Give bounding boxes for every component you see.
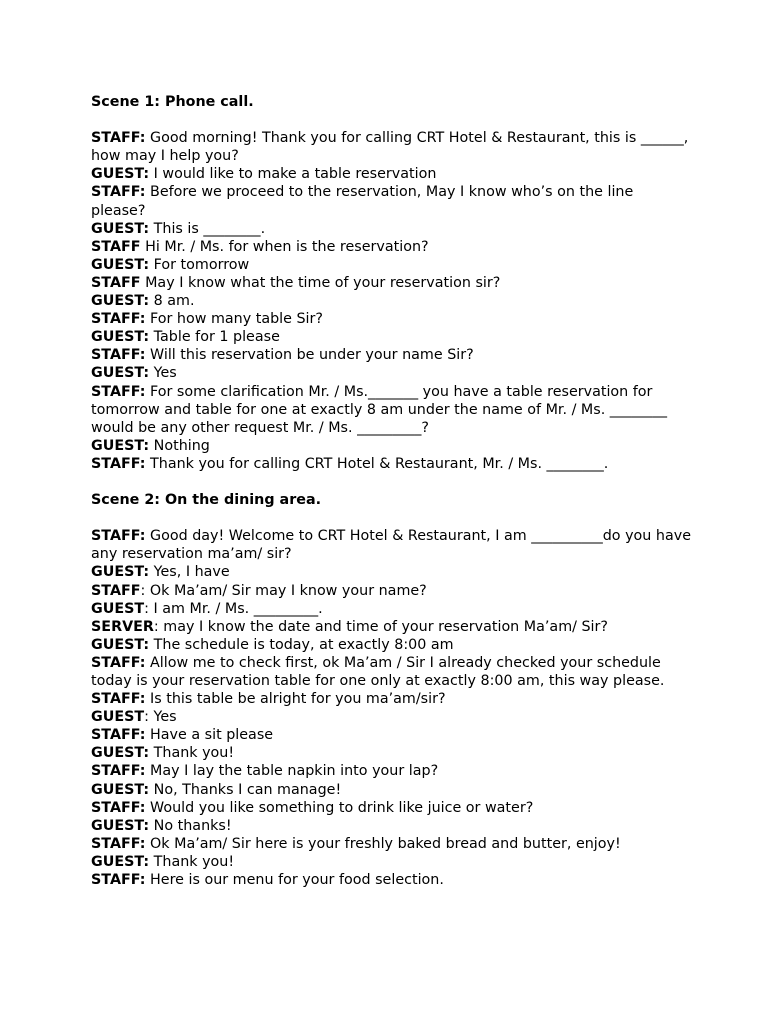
dialogue-text: Before we proceed to the reservation, May I know who’s on the line please? xyxy=(91,184,638,219)
dialogue-text: For some clarification Mr. / Ms._______ you have a table reservation for tomorrow and table for one at exactly 8 am under the name of Mr. / Ms. ________ would be any other request Mr. / Ms. _________? xyxy=(91,383,672,436)
dialogue-line xyxy=(91,744,691,762)
speaker-label: STAFF: xyxy=(91,347,146,364)
speaker-label: SERVER xyxy=(91,618,154,635)
dialogue-line xyxy=(91,310,691,328)
scene-1-heading: Scene 1: Phone call. xyxy=(91,94,254,110)
speaker-label: GUEST: xyxy=(91,437,150,454)
document-page xyxy=(91,93,696,889)
dialogue-line xyxy=(91,563,691,581)
dialogue-line xyxy=(91,781,691,799)
speaker-label: GUEST: xyxy=(91,365,150,382)
dialogue-text: Would you like something to drink like juice or water? xyxy=(145,799,534,816)
dialogue-line xyxy=(91,618,691,636)
speaker-label: STAFF: xyxy=(91,184,146,201)
speaker-label: STAFF xyxy=(91,238,141,255)
speaker-label: STAFF: xyxy=(91,727,146,744)
speaker-label: STAFF: xyxy=(91,528,146,545)
dialogue-text: : may I know the date and time of your reservation Ma’am/ Sir? xyxy=(153,618,608,635)
dialogue-text: May I know what the time of your reservation sir? xyxy=(140,274,501,291)
dialogue-text: : Yes xyxy=(144,709,177,726)
scene-2-heading: Scene 2: On the dining area. xyxy=(91,492,322,509)
dialogue-text: Will this reservation be under your name Sir? xyxy=(145,347,474,364)
dialogue-text: Hi Mr. / Ms. for when is the reservation? xyxy=(140,238,429,255)
dialogue-text: : I am Mr. / Ms. _________. xyxy=(144,600,323,617)
dialogue-line xyxy=(91,364,691,382)
dialogue-line xyxy=(91,690,691,708)
dialogue-line xyxy=(91,437,691,455)
dialogue-text: For how many table Sir? xyxy=(145,311,323,328)
dialogue-text: Thank you! xyxy=(149,853,235,870)
speaker-label: STAFF: xyxy=(91,872,146,889)
speaker-label: STAFF xyxy=(91,582,141,599)
speaker-label: GUEST: xyxy=(91,293,150,310)
dialogue-text: Nothing xyxy=(149,437,210,454)
dialogue-line xyxy=(91,871,691,889)
dialogue-text: Thank you for calling CRT Hotel & Restaurant, Mr. / Ms. ________. xyxy=(145,455,609,472)
dialogue-text: Allow me to check first, ok Ma’am / Sir I already checked your schedule today is your reservation table for one only at exactly 8:00 am, this way please. xyxy=(91,654,666,689)
dialogue-text: 8 am. xyxy=(149,293,195,310)
dialogue-line xyxy=(91,817,691,835)
dialogue-text: Have a sit please xyxy=(145,727,274,744)
dialogue-line xyxy=(91,708,691,726)
dialogue-text: Thank you! xyxy=(149,745,235,762)
speaker-label: GUEST xyxy=(91,709,145,726)
speaker-label: GUEST: xyxy=(91,853,150,870)
speaker-label: GUEST: xyxy=(91,636,150,653)
speaker-label: STAFF: xyxy=(91,130,146,147)
dialogue-line xyxy=(91,220,691,238)
dialogue-line xyxy=(91,274,691,292)
dialogue-line xyxy=(91,726,691,744)
dialogue-text: : Ok Ma’am/ Sir may I know your name? xyxy=(140,582,427,599)
speaker-label: STAFF: xyxy=(91,455,146,472)
dialogue-line xyxy=(91,129,691,165)
dialogue-line xyxy=(91,328,691,346)
speaker-label: GUEST: xyxy=(91,817,150,834)
dialogue-line xyxy=(91,600,691,618)
scene-2-dialogue xyxy=(91,527,696,889)
speaker-label: GUEST: xyxy=(91,329,150,346)
speaker-label: GUEST: xyxy=(91,564,150,581)
speaker-label: STAFF: xyxy=(91,691,146,708)
spacer xyxy=(91,111,691,129)
dialogue-line xyxy=(91,527,696,563)
spacer xyxy=(91,509,691,527)
dialogue-line xyxy=(91,835,691,853)
dialogue-line xyxy=(91,654,691,690)
speaker-label: GUEST: xyxy=(91,220,150,237)
speaker-label: STAFF: xyxy=(91,763,146,780)
speaker-label: STAFF: xyxy=(91,654,146,671)
dialogue-text: This is ________. xyxy=(149,220,266,237)
dialogue-line xyxy=(91,256,691,274)
dialogue-text: Table for 1 please xyxy=(149,329,280,346)
dialogue-text: Good morning! Thank you for calling CRT Hotel & Restaurant, this is ______, how may I help you? xyxy=(91,130,693,165)
dialogue-line xyxy=(91,238,691,256)
dialogue-text: Is this table be alright for you ma’am/sir? xyxy=(145,691,446,708)
spacer xyxy=(91,473,691,491)
dialogue-line xyxy=(91,799,691,817)
dialogue-text: May I lay the table napkin into your lap? xyxy=(145,763,439,780)
dialogue-line xyxy=(91,853,691,871)
dialogue-text: Good day! Welcome to CRT Hotel & Restaurant, I am __________do you have any reservation ma’am/ sir? xyxy=(91,528,696,563)
speaker-label: GUEST: xyxy=(91,256,150,273)
dialogue-line xyxy=(91,165,691,183)
dialogue-line xyxy=(91,636,691,654)
dialogue-line xyxy=(91,383,691,437)
dialogue-text: No, Thanks I can manage! xyxy=(149,781,342,798)
dialogue-line xyxy=(91,582,691,600)
dialogue-text: The schedule is today, at exactly 8:00 am xyxy=(149,636,454,653)
dialogue-line xyxy=(91,455,691,473)
dialogue-text: No thanks! xyxy=(149,817,232,834)
speaker-label: STAFF: xyxy=(91,835,146,852)
speaker-label: GUEST: xyxy=(91,166,150,183)
speaker-label: STAFF xyxy=(91,274,141,291)
dialogue-text: Yes, I have xyxy=(149,564,230,581)
dialogue-text: Here is our menu for your food selection. xyxy=(145,872,444,889)
dialogue-text: Ok Ma’am/ Sir here is your freshly baked bread and butter, enjoy! xyxy=(145,835,621,852)
speaker-label: STAFF: xyxy=(91,383,146,400)
dialogue-text: For tomorrow xyxy=(149,256,250,273)
speaker-label: STAFF: xyxy=(91,799,146,816)
dialogue-line xyxy=(91,762,691,780)
dialogue-line xyxy=(91,346,691,364)
dialogue-line xyxy=(91,183,691,219)
scene-1-dialogue xyxy=(91,129,691,473)
speaker-label: STAFF: xyxy=(91,311,146,328)
dialogue-text: I would like to make a table reservation xyxy=(149,166,437,183)
speaker-label: GUEST: xyxy=(91,745,150,762)
speaker-label: GUEST: xyxy=(91,781,150,798)
dialogue-line xyxy=(91,292,691,310)
dialogue-text: Yes xyxy=(149,365,177,382)
speaker-label: GUEST xyxy=(91,600,145,617)
